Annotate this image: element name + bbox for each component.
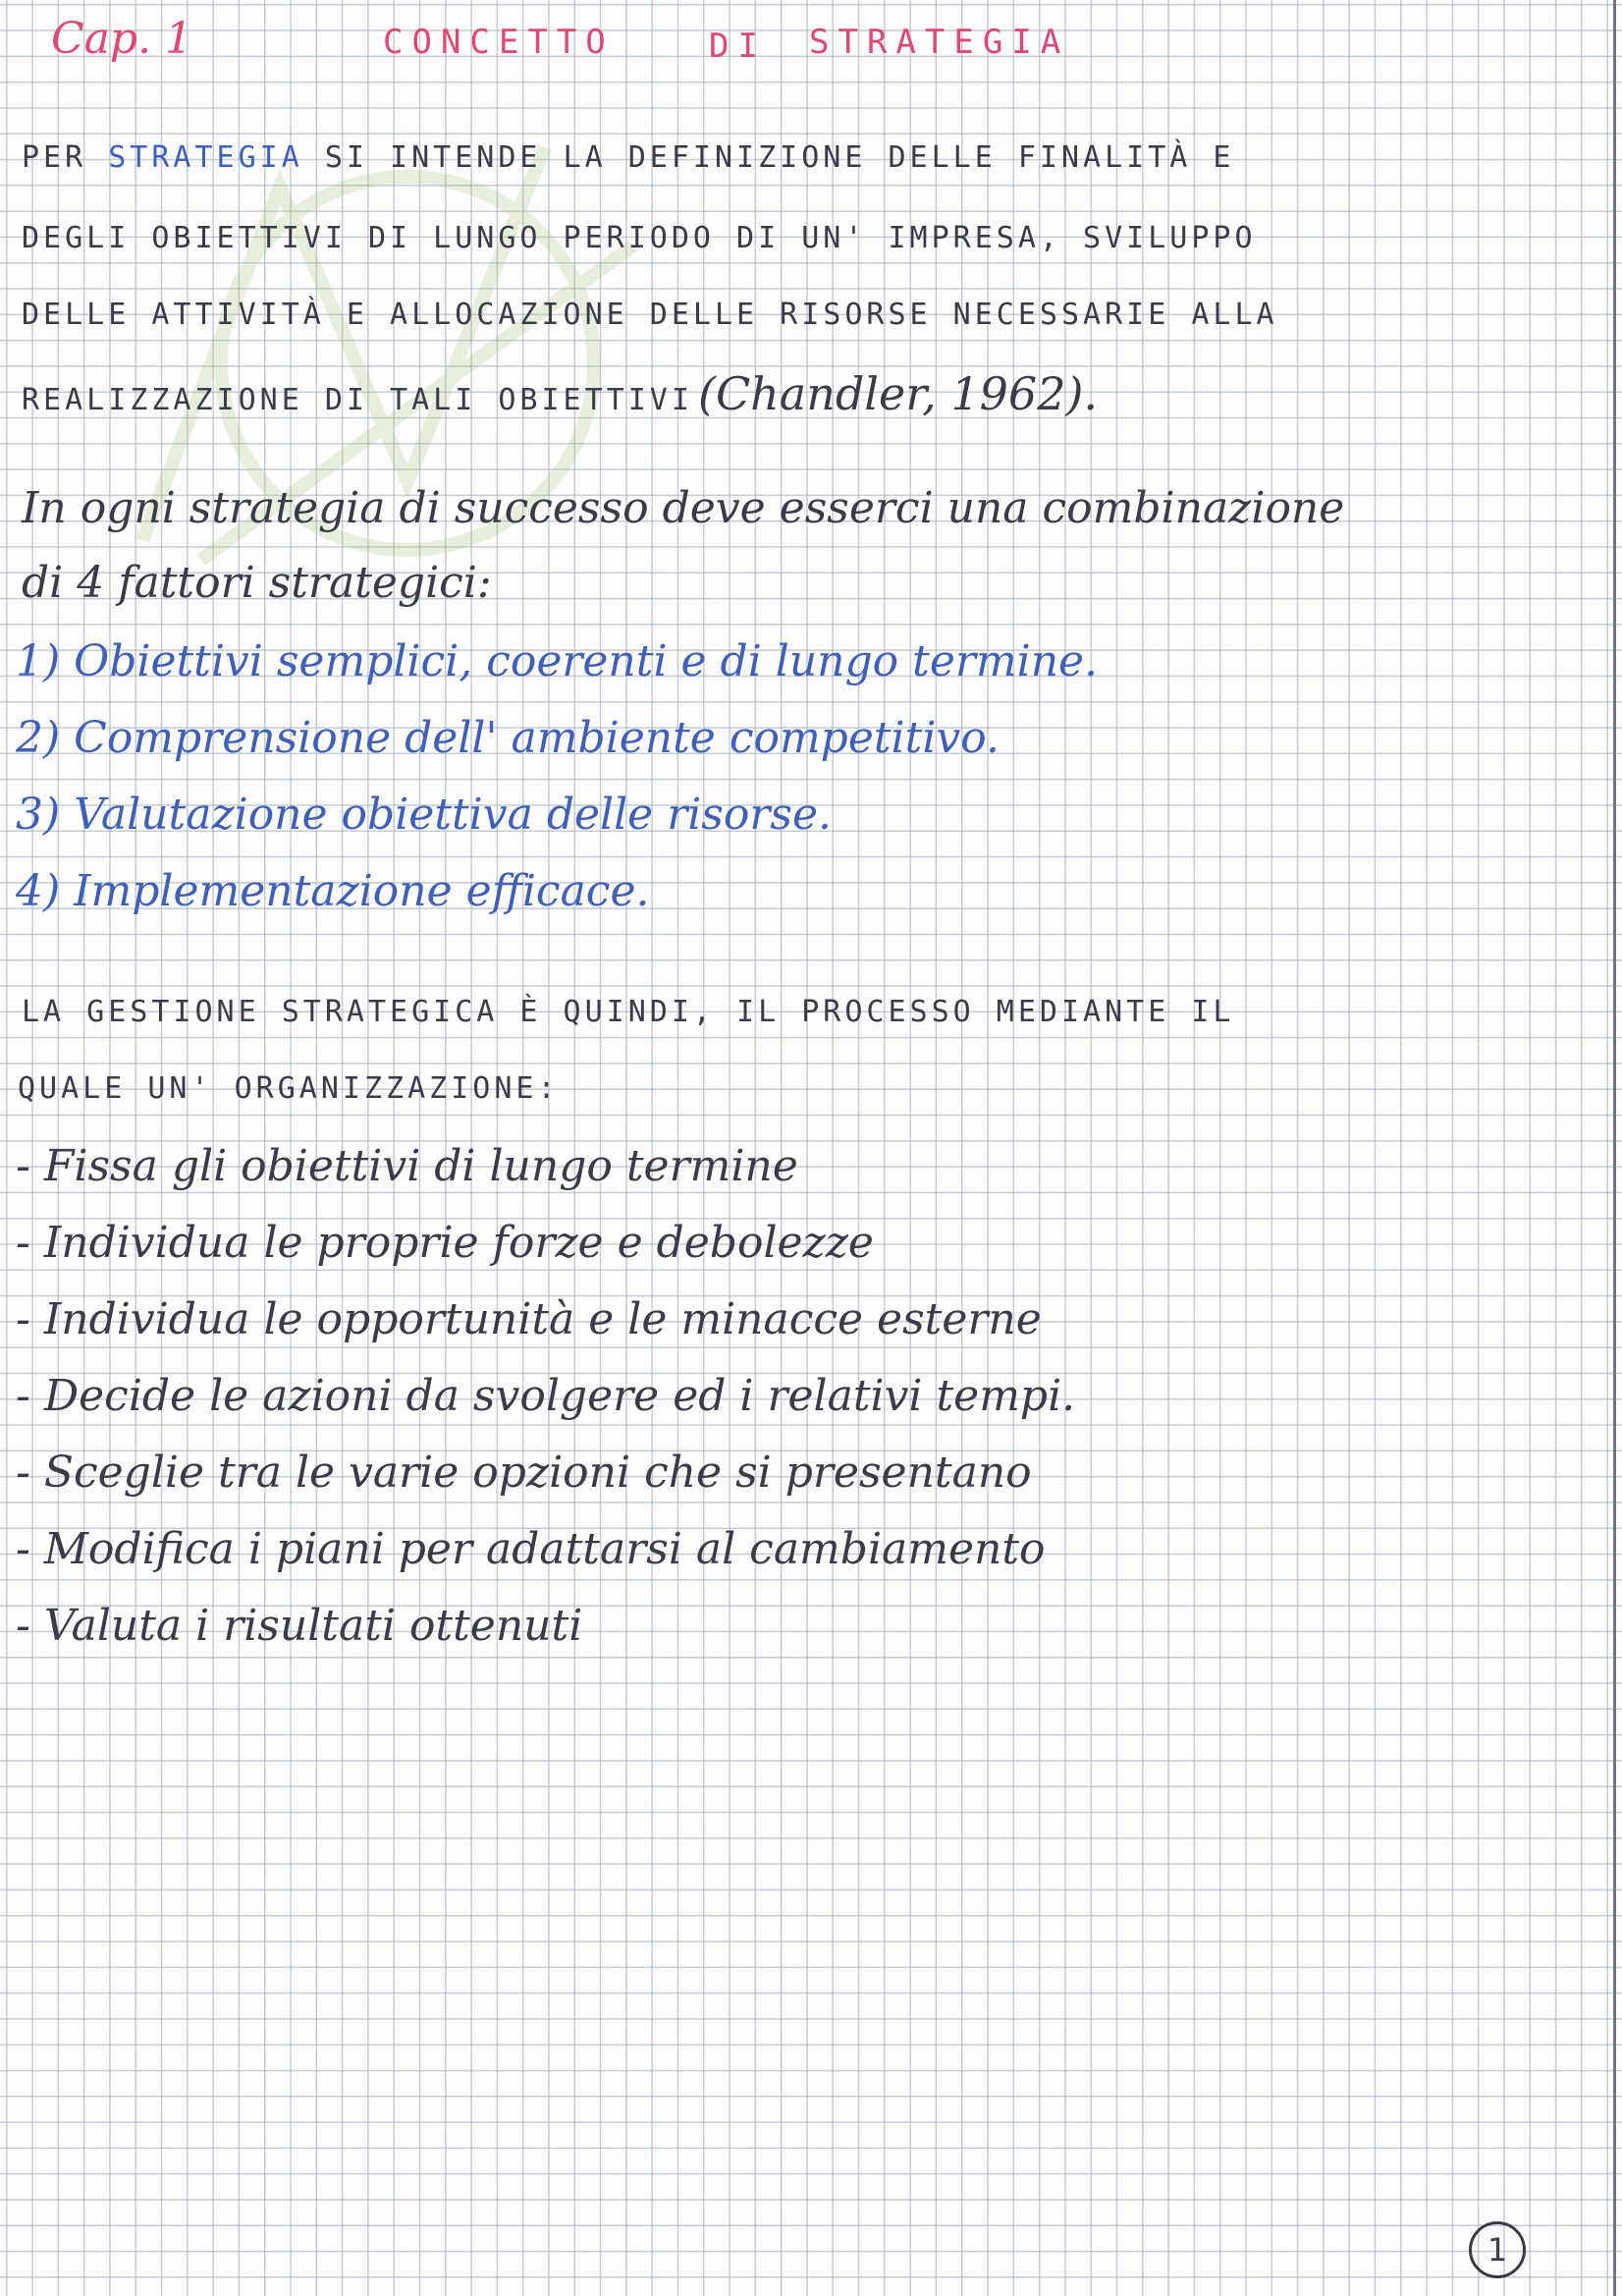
definition-word-per: PER <box>22 140 87 175</box>
factors-intro-line-2: di 4 fattori strategici: <box>22 558 492 608</box>
management-item-7: - Valuta i risultati ottenuti <box>16 1601 583 1651</box>
definition-line-4 <box>22 367 1099 420</box>
chapter-title-word-2: DI <box>709 27 767 66</box>
factor-item-2: 2) Comprensione dell' ambiente competitivo. <box>16 713 1000 763</box>
management-item-3: - Individua le opportunità e le minacce esterne <box>16 1294 1042 1344</box>
page-right-edge <box>1613 0 1616 2296</box>
management-intro-line-2: QUALE UN' ORGANIZZAZIONE: <box>18 1071 560 1106</box>
chapter-title-word-1: CONCETTO <box>383 23 615 62</box>
definition-term-strategia: STRATEGIA <box>108 140 303 175</box>
management-item-4: - Decide le azioni da svolgere ed i relativi tempi. <box>16 1371 1076 1421</box>
management-item-5: - Sceglie tra le varie opzioni che si presentano <box>16 1448 1032 1498</box>
chapter-title-word-3: STRATEGIA <box>809 23 1070 62</box>
definition-line-1 <box>22 140 1235 175</box>
factor-item-3: 3) Valutazione obiettiva delle risorse. <box>16 790 833 840</box>
factors-intro-line-1: In ogni strategia di successo deve esserci una combinazione <box>22 483 1345 533</box>
management-item-6: - Modifica i piani per adattarsi al cambiamento <box>16 1524 1046 1574</box>
factor-item-1: 1) Obiettivi semplici, coerenti e di lungo termine. <box>16 636 1099 686</box>
page-number-badge: 1 <box>1469 2221 1526 2278</box>
definition-line-1-rest: SI INTENDE LA DEFINIZIONE DELLE FINALITÀ E <box>324 140 1235 175</box>
definition-line-4-text: REALIZZAZIONE DI TALI OBIETTIVI <box>22 383 693 417</box>
factor-item-4: 4) Implementazione efficace. <box>16 866 650 916</box>
management-intro-line-1: LA GESTIONE STRATEGICA È QUINDI, IL PROCESSO MEDIANTE IL <box>22 995 1235 1029</box>
management-item-2: - Individua le proprie forze e debolezze <box>16 1218 874 1268</box>
definition-line-3: DELLE ATTIVITÀ E ALLOCAZIONE DELLE RISORSE NECESSARIE ALLA <box>22 298 1278 332</box>
definition-line-2: DEGLI OBIETTIVI DI LUNGO PERIODO DI UN' IMPRESA, SVILUPPO <box>22 221 1257 255</box>
definition-citation: (Chandler, 1962). <box>698 367 1099 420</box>
chapter-label: Cap. 1 <box>51 14 193 64</box>
management-item-1: - Fissa gli obiettivi di lungo termine <box>16 1141 798 1191</box>
